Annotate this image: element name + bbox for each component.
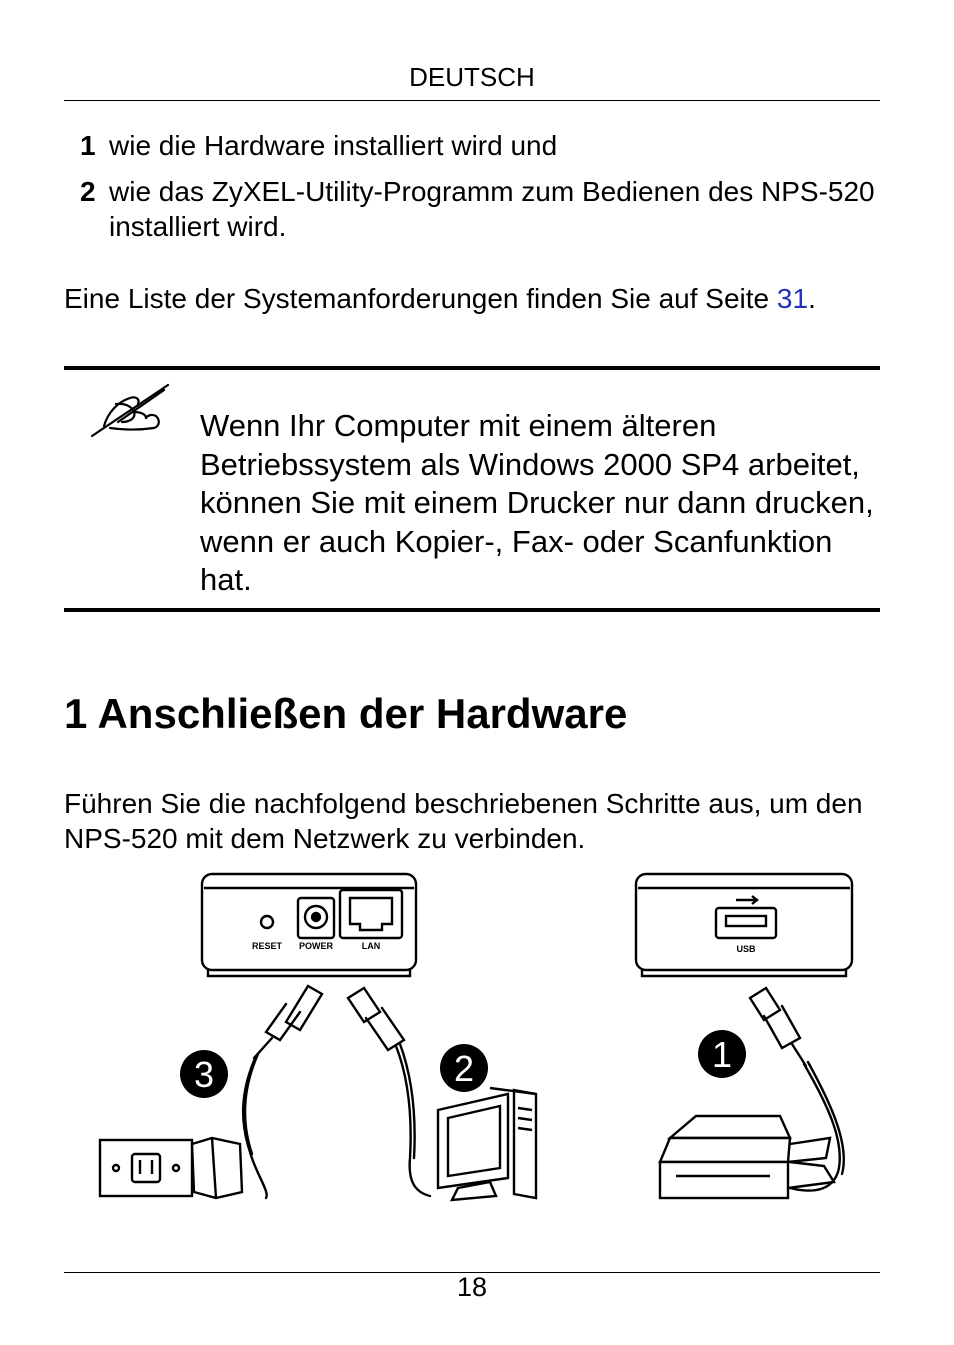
note-pencil-icon [88,382,172,440]
running-header: DEUTSCH [409,62,535,92]
device-front-panel [636,874,852,976]
list-number: 2 [80,176,96,207]
note-bottom-rule [64,608,880,612]
wall-outlet [100,1138,242,1198]
port-label-lan: LAN [361,941,381,951]
computer [438,1088,536,1200]
page-number: 18 [456,1272,488,1302]
note-text: Wenn Ihr Computer mit einem älteren Betriebssystem als Windows 2000 SP4 arbeitet, können Sie mit einem Drucker nur dann drucken, wenn er auch Kopier-, Fax- oder Scanfunktion hat. [200,408,874,598]
svg-text:3: 3 [193,1054,215,1095]
system-requirements-text: Eine Liste der Systemanforderungen finden Sie auf Seite [64,283,777,314]
power-cable [243,986,322,1198]
step-badge-1 [698,1030,746,1078]
svg-text:2: 2 [453,1048,475,1089]
step-badge-3 [180,1050,228,1098]
sentence-end: . [808,283,816,314]
printer [660,1116,834,1198]
system-requirements-line [64,281,816,316]
page-link[interactable]: 31 [776,283,809,314]
step-badge-2 [440,1044,488,1092]
section-title: 1 Anschließen der Hardware [64,690,628,737]
list-text: wie das ZyXEL-Utility-Programm zum Bedienen des NPS-520 installiert wird. [109,176,875,242]
port-label-reset: RESET [251,941,283,951]
note-top-rule [64,366,880,370]
hardware-connection-figure [90,862,870,1212]
list-number: 1 [80,130,96,161]
port-label-power: POWER [298,941,334,951]
svg-text:1: 1 [711,1034,733,1075]
device-back-panel [202,874,416,976]
list-text: wie die Hardware installiert wird und [109,130,558,161]
lan-cable [348,988,430,1196]
section-intro: Führen Sie die nachfolgend beschriebenen Schritte aus, um den NPS-520 mit dem Netzwerk zu verbinden. [64,788,863,854]
port-label-usb: USB [736,944,756,954]
header-rule [64,100,880,101]
